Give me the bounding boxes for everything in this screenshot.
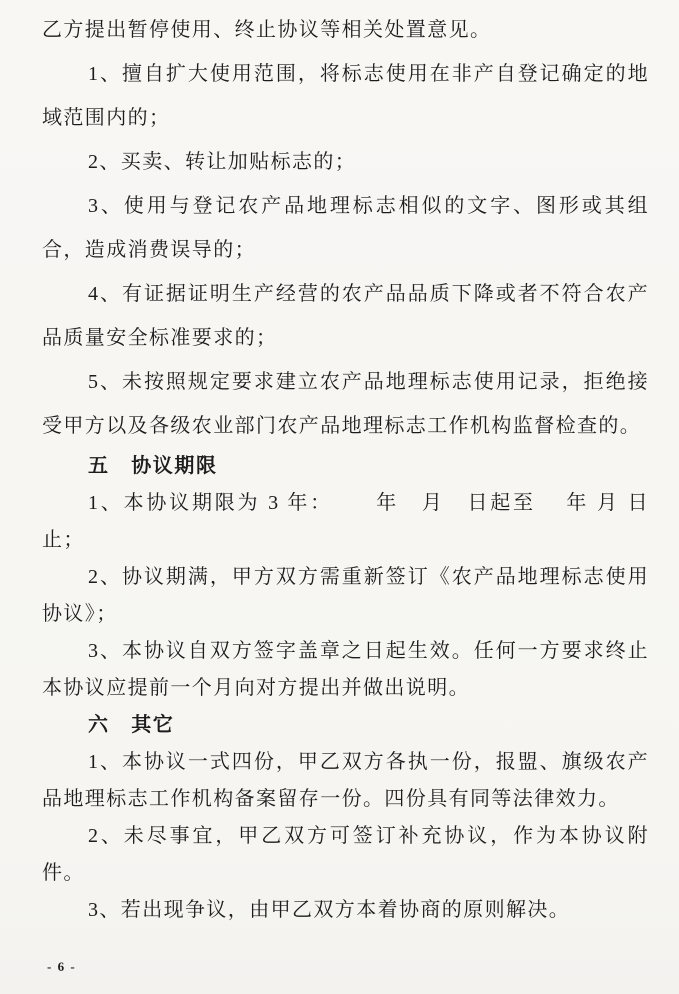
clause-5-item-1-term-dates: 1、本协议期限为 3 年： 年 月 日起至 年 月 日止； [42,492,649,551]
clause-4-item-2: 2、买卖、转让加贴标志的； [88,151,357,173]
section-heading-6: 六 其它 [88,714,175,736]
clause-4-item-5: 5、未按照规定要求建立农产品地理标志使用记录，拒绝接受甲方以及各级农业部门农产品地理标志工作机构监督检查的。 [42,371,649,437]
clause-5-item-2: 2、协议期满，甲方双方需重新签订《农产品地理标志使用协议》； [42,566,649,625]
clause-4-item-3: 3、使用与登记农产品地理标志相似的文字、图形或其组合，造成消费误导的； [42,195,649,261]
section-heading-5: 五 协议期限 [88,455,218,477]
clause-6-item-2: 2、未尽事宜，甲乙双方可签订补充协议，作为本协议附件。 [42,825,649,884]
page-number: - 6 - [47,959,77,974]
clause-4-item-4: 4、有证据证明生产经营的农产品品质下降或者不符合农产品质量安全标准要求的； [42,283,649,349]
clause-5-item-3: 3、本协议自双方签字盖章之日起生效。任何一方要求终止本协议应提前一个月向对方提出并做出说明。 [42,640,649,699]
clause-6-item-1: 1、本协议一式四份，甲乙双方各执一份，报盟、旗级农产品地理标志工作机构备案留存一份。四份具有同等法律效力。 [42,751,649,810]
clause-6-item-3: 3、若出现争议，由甲乙双方本着协商的原则解决。 [88,899,571,921]
paragraph-continuation: 乙方提出暂停使用、终止协议等相关处置意见。 [42,19,492,41]
clause-4-item-1: 1、擅自扩大使用范围，将标志使用在非产自登记确定的地域范围内的； [42,63,649,129]
